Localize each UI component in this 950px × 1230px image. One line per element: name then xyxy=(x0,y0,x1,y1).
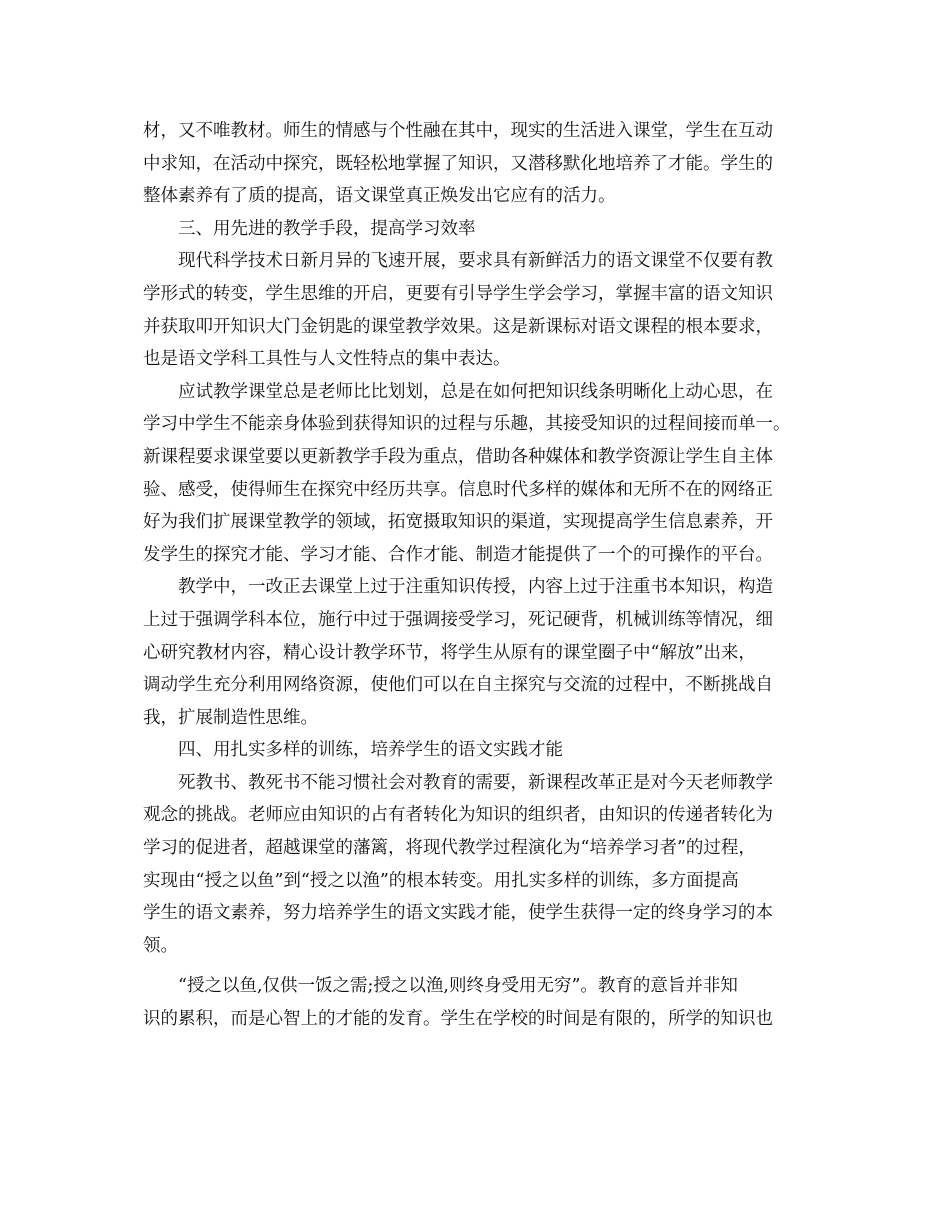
text-line: 调动学生充分利用网络资源，使他们可以在自主探究与交流的过程中，不断挑战自 xyxy=(143,675,773,696)
text-line: 观念的挑战。老师应由知识的占有者转化为知识的组织者，由知识的传递者转化为 xyxy=(143,805,773,826)
text-line: 学习中学生不能亲身体验到获得知识的过程与乐趣，其接受知识的过程间接而单一。 xyxy=(143,414,791,435)
text-line: 上过于强调学科本位，施行中过于强调接受学习，死记硬背，机械训练等情况，细 xyxy=(143,609,773,630)
body-text xyxy=(143,115,823,1036)
text-line: 学形式的转变，学生思维的开启，更要有引导学生学会学习，掌握丰富的语文知识 xyxy=(143,283,773,304)
text-line: 材，又不唯教材。师生的情感与个性融在其中，现实的生活进入课堂，学生在互动 xyxy=(143,121,773,141)
paragraph-first-line: 应试教学课堂总是老师比比划划，总是在如何把知识线条明晰化上动心思，在 xyxy=(178,381,773,402)
paragraph-first-line: “授之以鱼,仅供一饭之需;授之以渔,则终身受用无穷”。教育的意旨并非知 xyxy=(178,976,738,997)
paragraph-first-line: 现代科学技术日新月异的飞速开展，要求具有新鲜活力的语文课堂不仅要有教 xyxy=(178,251,773,272)
text-line: 整体素养有了质的提高，语文课堂真正焕发出它应有的活力。 xyxy=(143,186,616,207)
paragraph-first-line: 教学中，一改正去课堂上过于注重知识传授，内容上过于注重书本知识，构造 xyxy=(178,577,773,598)
text-line: 学习的促进者，超越课堂的藩篱，将现代教学过程演化为“培养学习者”的过程， xyxy=(143,838,756,859)
section-heading: 三、用先进的教学手段，提高学习效率 xyxy=(178,218,476,239)
text-line: 中求知，在活动中探究，既轻松地掌握了知识，又潜移默化地培养了才能。学生的 xyxy=(143,153,773,174)
text-line: 新课程要求课堂要以更新教学手段为重点，借助各种媒体和教学资源让学生自主体 xyxy=(143,446,773,467)
text-line: 领。 xyxy=(143,935,178,956)
text-line: 实现由“授之以鱼”到“授之以渔”的根本转变。用扎实多样的训练，多方面提高 xyxy=(143,870,739,891)
text-line: 验、感受，使得师生在探究中经历共享。信息时代多样的媒体和无所不在的网络正 xyxy=(143,479,773,500)
text-line: 心研究教材内容，精心设计教学环节，将学生从原有的课堂圈子中“解放”出来， xyxy=(143,642,756,663)
text-line: 也是语文学科工具性与人文性特点的集中表达。 xyxy=(143,349,511,370)
text-line: 好为我们扩展课堂教学的领域，拓宽摄取知识的渠道，实现提高学生信息素养，开 xyxy=(143,512,773,533)
text-line: 发学生的探究才能、学习才能、合作才能、制造才能提供了一个的可操作的平台。 xyxy=(143,544,773,565)
text-line: 识的累积，而是心智上的才能的发育。学生在学校的时间是有限的，所学的知识也 xyxy=(143,1009,773,1030)
section-heading: 四、用扎实多样的训练，培养学生的语文实践才能 xyxy=(178,740,563,761)
text-line: 并获取叩开知识大门金钥匙的课堂教学效果。这是新课标对语文课程的根本要求， xyxy=(143,316,773,337)
text-line: 我，扩展制造性思维。 xyxy=(143,707,318,728)
text-line: 学生的语文素养，努力培养学生的语文实践才能，使学生获得一定的终身学习的本 xyxy=(143,903,773,924)
paragraph-gap xyxy=(143,962,823,970)
paragraph-first-line: 死教书、教死书不能习惯社会对教育的需要，新课程改革正是对今天老师教学 xyxy=(178,772,773,793)
